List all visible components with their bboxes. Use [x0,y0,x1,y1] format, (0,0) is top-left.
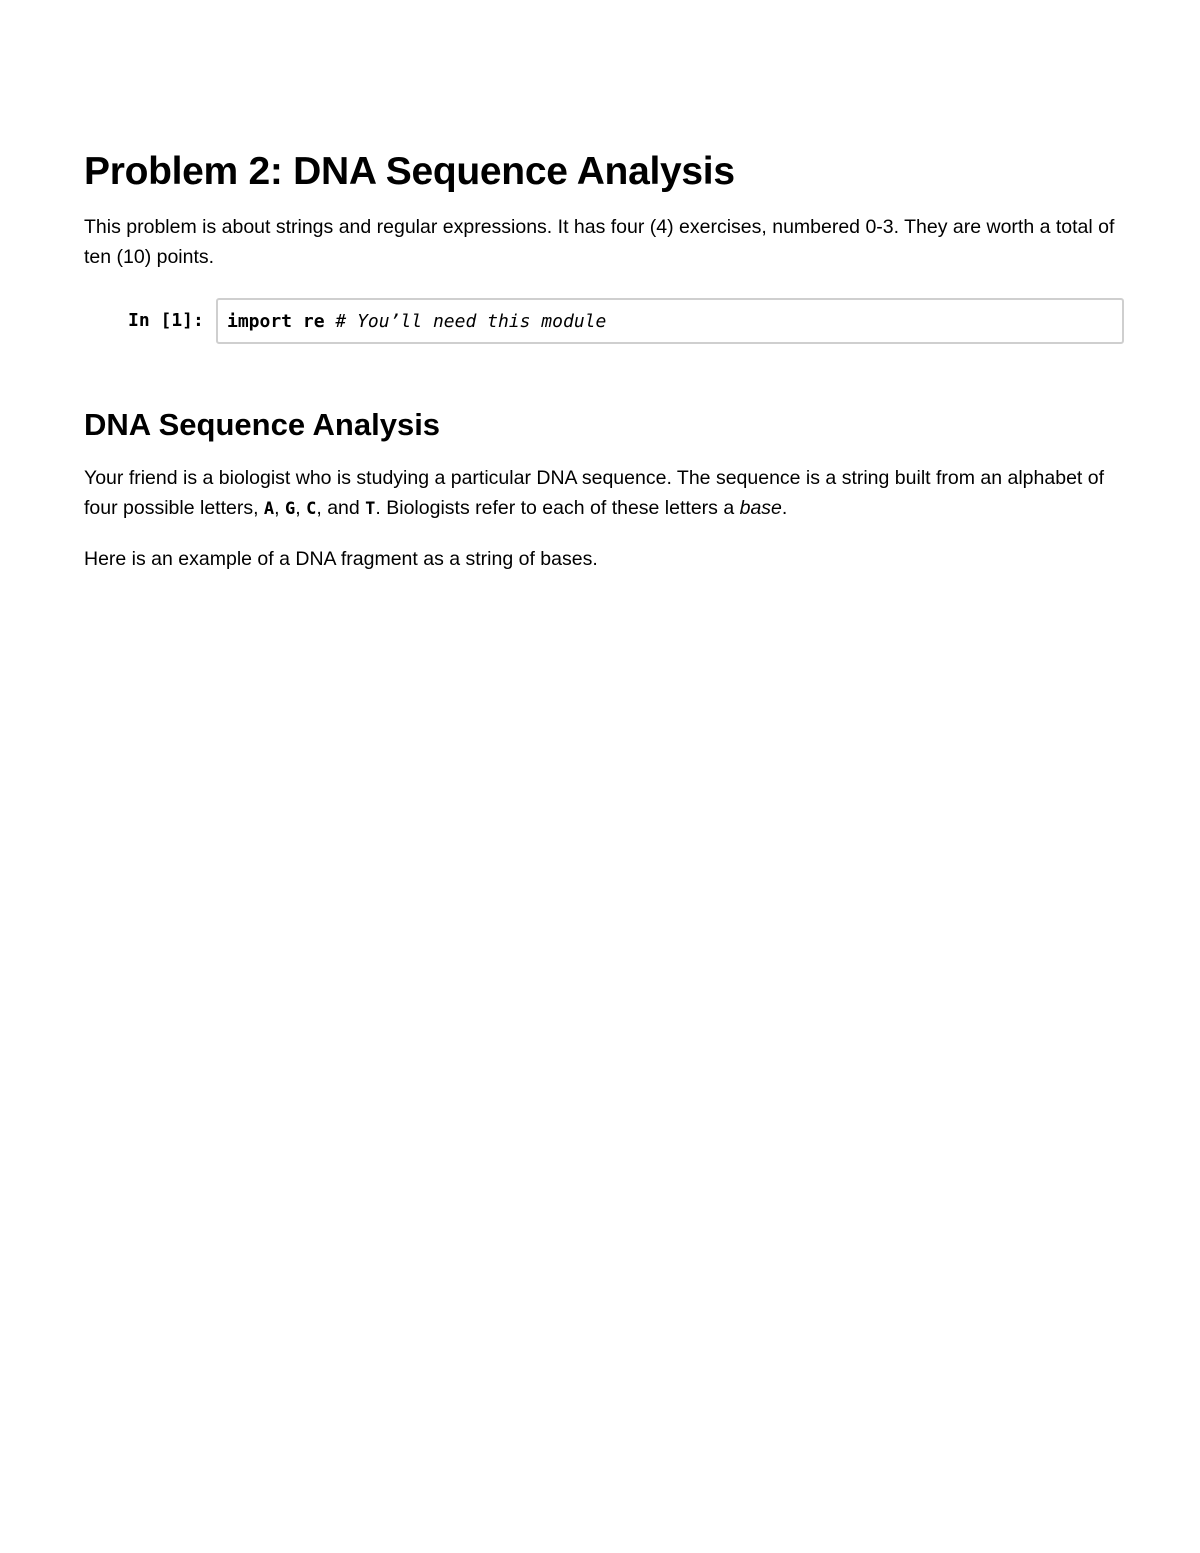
base-c: C [306,499,317,519]
section-paragraph-1 [84,463,1124,524]
para1-emphasis: base [739,497,782,519]
code-module: re [302,311,325,332]
para1-sep-3: , and [316,497,366,519]
code-line [227,311,606,332]
para1-text-2: . Biologists refer to each of these letters a [375,497,740,519]
code-keyword: import [227,311,293,332]
base-a: A [263,499,275,519]
base-g: G [285,499,296,519]
para1-sep-2: , [295,497,307,519]
code-cell [84,298,1126,344]
code-comment: # You’ll need this module [335,311,607,332]
intro-paragraph: This problem is about strings and regular expressions. It has four (4) exercises, numbered 0-3. They are worth a total of ten (10) points. [84,216,1115,268]
section-paragraph-2: Here is an example of a DNA fragment as a string of bases. [84,548,598,570]
section-heading: DNA Sequence Analysis [84,407,441,442]
para1-sep-1: , [274,497,286,519]
para1-text-3: . [781,497,788,519]
base-t: T [365,499,376,519]
page-title: Problem 2: DNA Sequence Analysis [84,150,735,193]
cell-prompt: In [1]: [128,310,204,331]
code-input-area[interactable] [216,298,1124,344]
para1-text-1: Your friend is a biologist who is studying a particular DNA sequence. The sequence is a string built from an alphabet of four possible letters, [84,467,1105,519]
